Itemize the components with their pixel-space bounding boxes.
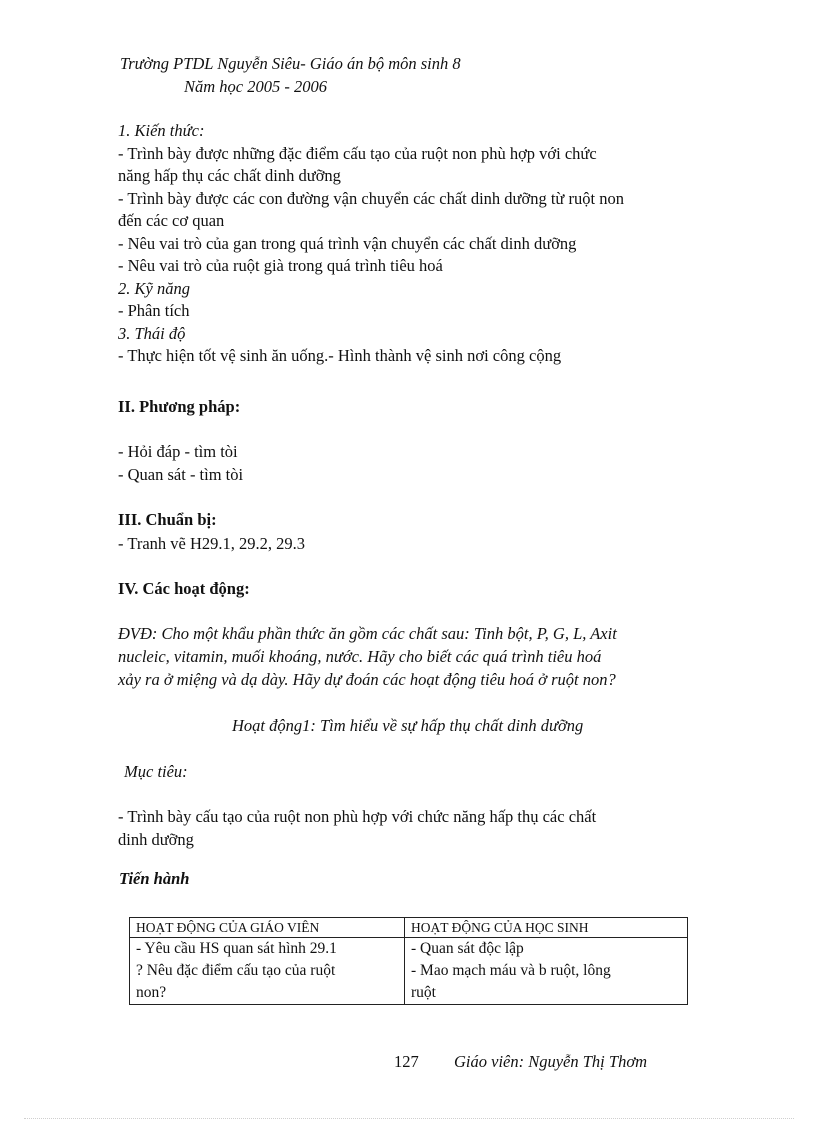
objectives-section: [118, 120, 718, 368]
preparation-item: - Tranh vẽ H29.1, 29.2, 29.3: [118, 534, 306, 553]
procedure-label: Tiến hành: [119, 869, 190, 888]
teacher-line: ? Nêu đặc điểm cấu tạo của ruột: [136, 962, 336, 979]
page-bottom-divider: [24, 1118, 794, 1119]
student-line: ruột: [411, 984, 436, 1001]
method-item: - Quan sát - tìm tòi: [118, 465, 244, 484]
goal-label: Mục tiêu:: [124, 762, 188, 781]
goal-line: dinh dưỡng: [118, 830, 194, 849]
knowledge-line: - Trình bày được những đặc điểm cấu tạo của ruột non phù hợp với chức: [118, 143, 597, 163]
teacher-name: Giáo viên: Nguyễn Thị Thơm: [454, 1052, 648, 1071]
preparation-heading: III. Chuẩn bị:: [118, 510, 217, 529]
activity1-title: Hoạt động1: Tìm hiểu về sự hấp thụ chất dinh dưỡng: [232, 716, 584, 735]
student-line: - Quan sát độc lập: [411, 940, 524, 957]
teacher-activity-cell: [130, 938, 405, 1005]
skills-line: - Phân tích: [118, 301, 190, 320]
teacher-line: non?: [136, 984, 167, 1001]
teacher-line: - Yêu cầu HS quan sát hình 29.1: [136, 940, 337, 957]
teacher-column-header: HOẠT ĐỘNG CỦA GIÁO VIÊN: [130, 918, 405, 938]
page-number: 127: [394, 1052, 419, 1071]
attitude-line: - Thực hiện tốt vệ sinh ăn uống.- Hình thành vệ sinh nơi công cộng: [118, 346, 562, 365]
intro-line: xảy ra ở miệng và dạ dày. Hãy dự đoán các hoạt động tiêu hoá ở ruột non?: [118, 670, 616, 689]
knowledge-line: năng hấp thụ các chất dinh dưỡng: [118, 166, 341, 185]
student-line: - Mao mạch máu và b ruột, lông: [411, 962, 611, 979]
method-item: - Hỏi đáp - tìm tòi: [118, 442, 238, 461]
intro-line: ĐVĐ: Cho một khẩu phần thức ăn gồm các chất sau: Tinh bột, P, G, L, Axit: [118, 624, 617, 643]
methods-heading: II. Phương pháp:: [118, 397, 241, 416]
school-year: Năm học 2005 - 2006: [184, 77, 327, 96]
intro-line: nucleic, vitamin, muối khoáng, nước. Hãy cho biết các quá trình tiêu hoá: [118, 647, 602, 666]
school-header: Trường PTDL Nguyễn Siêu- Giáo án bộ môn sinh 8: [120, 54, 461, 73]
knowledge-line: đến các cơ quan: [118, 211, 225, 230]
table-row: [130, 938, 688, 1005]
student-activity-cell: [405, 938, 688, 1005]
knowledge-line: - Nêu vai trò của gan trong quá trình vận chuyển các chất dinh dưỡng: [118, 233, 577, 253]
table-header-row: [130, 918, 688, 938]
activities-heading: IV. Các hoạt động:: [118, 579, 250, 598]
skills-title: 2. Kỹ năng: [118, 278, 190, 298]
knowledge-line: - Trình bày được các con đường vận chuyển các chất dinh dưỡng từ ruột non: [118, 188, 624, 208]
attitude-title: 3. Thái độ: [118, 323, 186, 343]
student-column-header: HOẠT ĐỘNG CỦA HỌC SINH: [405, 918, 688, 938]
knowledge-line: - Nêu vai trò của ruột già trong quá trình tiêu hoá: [118, 256, 443, 275]
knowledge-title: 1. Kiến thức:: [118, 121, 205, 140]
goal-line: - Trình bày cấu tạo của ruột non phù hợp với chức năng hấp thụ các chất: [118, 807, 597, 826]
activity-table: [129, 917, 688, 1005]
